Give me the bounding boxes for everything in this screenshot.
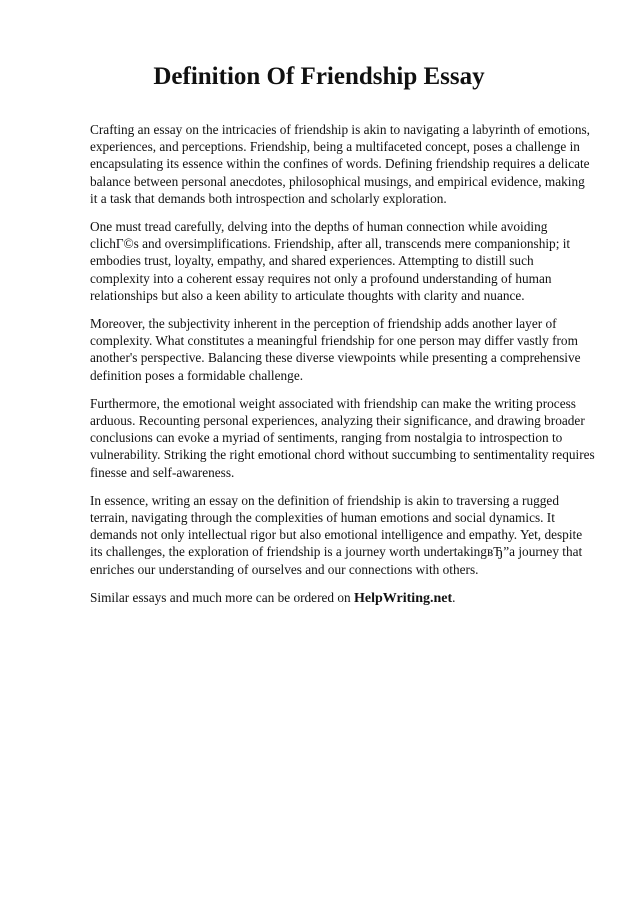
paragraph-2: One must tread carefully, delving into the depths of human connection while avoiding clichГ©s and oversimplifications. Friendship, after all, transcends mere companionship; it embodies trust, loyalty, empathy, and shared experiences. Attempting to distill such complexity into a coherent essay requires not only a profound understanding of human relationships but also a keen ability to articulate thoughts with clarity and nuance.: [90, 219, 571, 303]
helpwriting-link[interactable]: HelpWriting.net: [354, 590, 453, 606]
document-body: [90, 121, 595, 607]
promo-text: Similar essays and much more can be ordered on: [90, 589, 355, 605]
paragraph-4: Furthermore, the emotional weight associated with friendship can make the writing process arduous. Recounting personal experiences, analyzing their significance, and drawing broader conclusions can evoke a myriad of sentiments, ranging from nostalgia to introspection to vulnerability. Striking the right emotional chord without succumbing to sentimentality requires finesse and self-awareness.: [90, 395, 595, 480]
paragraph-3: Moreover, the subjectivity inherent in the perception of friendship adds another layer of complexity. What constitutes a meaningful friendship for one person may differ vastly from another's perspective. Balancing these diverse viewpoints while presenting a comprehensive definition poses a formidable challenge.: [90, 316, 581, 383]
paragraph-5: In essence, writing an essay on the definition of friendship is akin to traversing a rugged terrain, navigating through the complexities of human emotions and social dynamics. It demands not only intellectual rigor but also emotional intelligence and empathy. Yet, despite its challenges, the exploration of friendship is a journey worth undertakingвЂ”a journey that enriches our understanding of ourselves and our connections with others.: [90, 492, 583, 577]
paragraph-1: Crafting an essay on the intricacies of friendship is akin to navigating a labyrinth of emotions, experiences, and perceptions. Friendship, being a multifaceted concept, poses a challenge in encapsulating its essence within the confines of words. Defining friendship requires a delicate balance between personal anecdotes, philosophical musings, and empirical evidence, making it a task that demands both introspection and scholarly exploration.: [90, 122, 590, 206]
promo-period: .: [452, 589, 456, 605]
document-title: Definition Of Friendship Essay: [153, 63, 485, 90]
promo-line: [90, 589, 595, 607]
